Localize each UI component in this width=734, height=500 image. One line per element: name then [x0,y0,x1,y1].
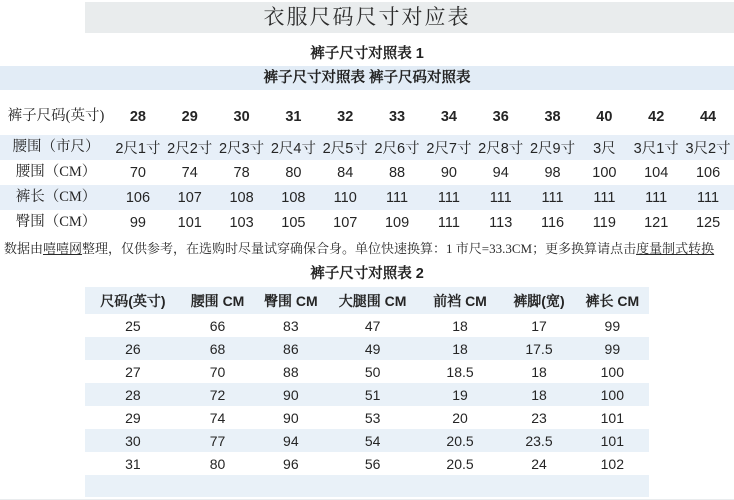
leg-opening-cell: 17 [531,317,547,334]
table2-header-cell: 裤长 CM [585,292,640,309]
waist-cell: 77 [209,432,226,449]
length-cm-cell: 111 [697,189,720,206]
hip-cm-cell: 101 [177,214,202,231]
row-label-length-cm: 裤长（CM） [15,189,97,205]
size-cell: 31 [125,455,141,472]
length-cell: 100 [600,386,624,403]
front-rise-cell: 20 [452,409,468,426]
row-label-hip-cm: 臀围（CM） [15,214,97,230]
waist-shichi-cell: 2尺7寸 [426,141,472,157]
size-header-cell: 44 [699,108,717,125]
front-rise-cell: 20.5 [446,455,474,472]
hip-cell: 88 [283,363,299,380]
size-header-cell: 31 [285,108,302,125]
pants-size-table-2 [85,287,649,497]
size-cell: 29 [125,409,141,426]
length-cm-cell: 107 [177,189,202,206]
thigh-cell: 49 [364,340,381,357]
thigh-cell: 53 [364,409,381,426]
waist-shichi-cell: 2尺9寸 [529,141,576,157]
size-cell: 25 [125,317,141,334]
table2-header-cell: 腰围 CM [190,292,245,309]
length-cm-cell: 106 [125,189,151,206]
table2-header-cell: 尺码(英寸) [100,292,166,309]
size-cell: 27 [125,363,141,380]
page-title: 衣服尺码尺寸对应表 [263,5,471,29]
size-header-cell: 38 [544,108,561,125]
hip-cell: 96 [283,455,299,472]
size-header-cell: 32 [337,108,354,125]
waist-cm-cell: 100 [592,164,617,181]
size-cell: 26 [125,340,141,357]
front-rise-cell: 19 [452,386,468,403]
table2-header-cell: 前裆 CM [433,292,487,309]
waist-cm-cell: 98 [544,164,561,181]
size-header-cell: 40 [596,108,613,125]
waist-shichi-cell: 2尺3寸 [219,141,265,157]
size-header-cell: 42 [648,108,665,125]
waist-shichi-cell: 2尺1寸 [115,141,161,157]
length-cm-cell: 108 [229,189,254,206]
table2-header-cell: 大腿围 CM [338,292,407,309]
waist-shichi-cell: 3尺 [593,141,616,157]
hip-cm-cell: 109 [384,214,410,231]
size-header-cell: 33 [388,108,406,125]
thigh-cell: 47 [364,317,381,334]
waist-cell: 68 [209,340,226,357]
front-rise-cell: 20.5 [446,432,474,449]
leg-opening-cell: 18 [531,386,547,403]
table2-header-row [85,287,649,314]
size-cell: 30 [125,432,141,449]
hip-cell: 90 [283,386,299,403]
section1-subheading: 裤子尺寸对照表 裤子尺码对照表 [0,66,734,90]
thigh-cell: 54 [364,432,381,449]
leg-opening-cell: 23.5 [525,432,553,449]
length-cm-cell: 111 [645,189,668,206]
hip-cell: 86 [283,340,299,357]
hip-cell: 94 [283,432,299,449]
table2-data-row [85,383,649,406]
table2-data-row [85,314,649,337]
table2-data-row [85,360,649,383]
hip-cell: 83 [283,317,299,334]
note-text: 数据由 [4,241,44,256]
size-header-cell: 36 [492,108,509,125]
size-header-cell: 29 [181,108,198,125]
waist-cell: 66 [209,317,226,334]
table1-row-waist-shichi [0,135,734,160]
waist-cell: 74 [209,409,226,426]
waist-shichi-cell: 2尺2寸 [167,141,213,157]
leg-opening-cell: 23 [531,409,547,426]
length-cell: 101 [600,409,624,426]
waist-cm-cell: 80 [285,164,302,181]
waist-cm-cell: 104 [644,164,669,181]
waist-cm-cell: 70 [129,164,146,181]
thigh-cell: 50 [364,363,381,380]
waist-shichi-cell: 2尺4寸 [270,141,316,157]
length-cm-cell: 111 [386,189,409,206]
table2-data-row [85,452,649,475]
size-header-cell: 30 [233,108,250,125]
waist-shichi-cell: 2尺8寸 [478,141,524,157]
hip-cm-cell: 111 [437,214,460,231]
waist-shichi-cell: 2尺6寸 [374,141,420,157]
row-label-waist-shichi: 腰围（市尺） [12,139,100,155]
hip-cm-cell: 107 [333,214,358,231]
hip-cm-cell: 121 [644,214,669,231]
row-label-waist-cm: 腰围（CM） [15,164,97,180]
table1-header-row [0,98,734,135]
table2-data-row [85,429,649,452]
table1-row-hip-cm [0,210,734,235]
section1-heading: 裤子尺寸对照表 1 [310,46,424,62]
waist-shichi-cell: 3尺1寸 [633,141,679,157]
waist-cell: 80 [209,455,226,472]
waist-cm-cell: 74 [181,164,198,181]
leg-opening-cell: 17.5 [525,340,553,357]
waist-cm-cell: 78 [233,164,250,181]
length-cell: 101 [600,432,624,449]
front-rise-cell: 18 [452,340,468,357]
hip-cell: 90 [283,409,299,426]
waist-cm-cell: 90 [440,164,457,181]
length-cm-cell: 110 [333,189,357,206]
size-header-cell: 28 [129,108,146,125]
length-cm-cell: 111 [437,189,460,206]
hip-cm-cell: 119 [592,214,616,231]
hip-cm-cell: 99 [129,214,146,231]
table1-row-length-cm [0,185,734,210]
waist-cm-cell: 106 [695,164,721,181]
thigh-cell: 56 [364,455,381,472]
data-source-note [0,238,734,259]
front-rise-cell: 18 [452,317,468,334]
pants-size-table-1 [0,98,734,235]
size-cell: 28 [125,386,141,403]
thigh-cell: 51 [364,386,381,403]
waist-cm-cell: 94 [492,164,509,181]
leg-opening-cell: 24 [531,455,547,472]
waist-cell: 72 [209,386,226,403]
hip-cm-cell: 116 [540,214,565,231]
table2-data-row [85,406,649,429]
hip-cm-cell: 113 [489,214,513,231]
length-cell: 100 [600,363,624,380]
xixi-site-link[interactable]: 嘻嘻网 [43,241,83,256]
section2-heading: 裤子尺寸对照表 2 [310,266,424,282]
table2-header-cell: 臀围 CM [264,292,318,309]
note-text: 整理，仅供参考，在选购时尽量试穿确保合身。单位快速换算：1 市尺=33.3CM；更多换算请点击 [82,241,637,256]
waist-cm-cell: 84 [337,164,354,181]
table2-header-cell: 裤脚(宽) [513,292,565,309]
size-header-cell: 34 [440,108,457,125]
waist-shichi-cell: 3尺2寸 [685,141,731,157]
length-cell: 102 [600,455,624,472]
leg-opening-cell: 18 [531,363,547,380]
length-cell: 99 [604,340,621,357]
table1-row-waist-cm [0,160,734,185]
hip-cm-cell: 103 [229,214,254,231]
length-cell: 99 [604,317,621,334]
front-rise-cell: 18.5 [446,363,474,380]
empty-cell [85,475,649,497]
hip-cm-cell: 125 [695,214,721,231]
waist-shichi-cell: 2尺5寸 [322,141,368,157]
row-label-size: 裤子尺码(英寸) [7,108,105,124]
unit-conversion-link[interactable]: 度量制式转换 [636,241,715,256]
table2-data-row [85,337,649,360]
waist-cell: 70 [209,363,226,380]
waist-cm-cell: 88 [388,164,406,181]
length-cm-cell: 108 [281,189,306,206]
table2-empty-row [85,475,649,497]
title-section [0,0,734,34]
hip-cm-cell: 105 [281,214,306,231]
length-cm-cell: 111 [593,189,616,206]
length-cm-cell: 111 [541,189,564,206]
length-cm-cell: 111 [489,189,512,206]
